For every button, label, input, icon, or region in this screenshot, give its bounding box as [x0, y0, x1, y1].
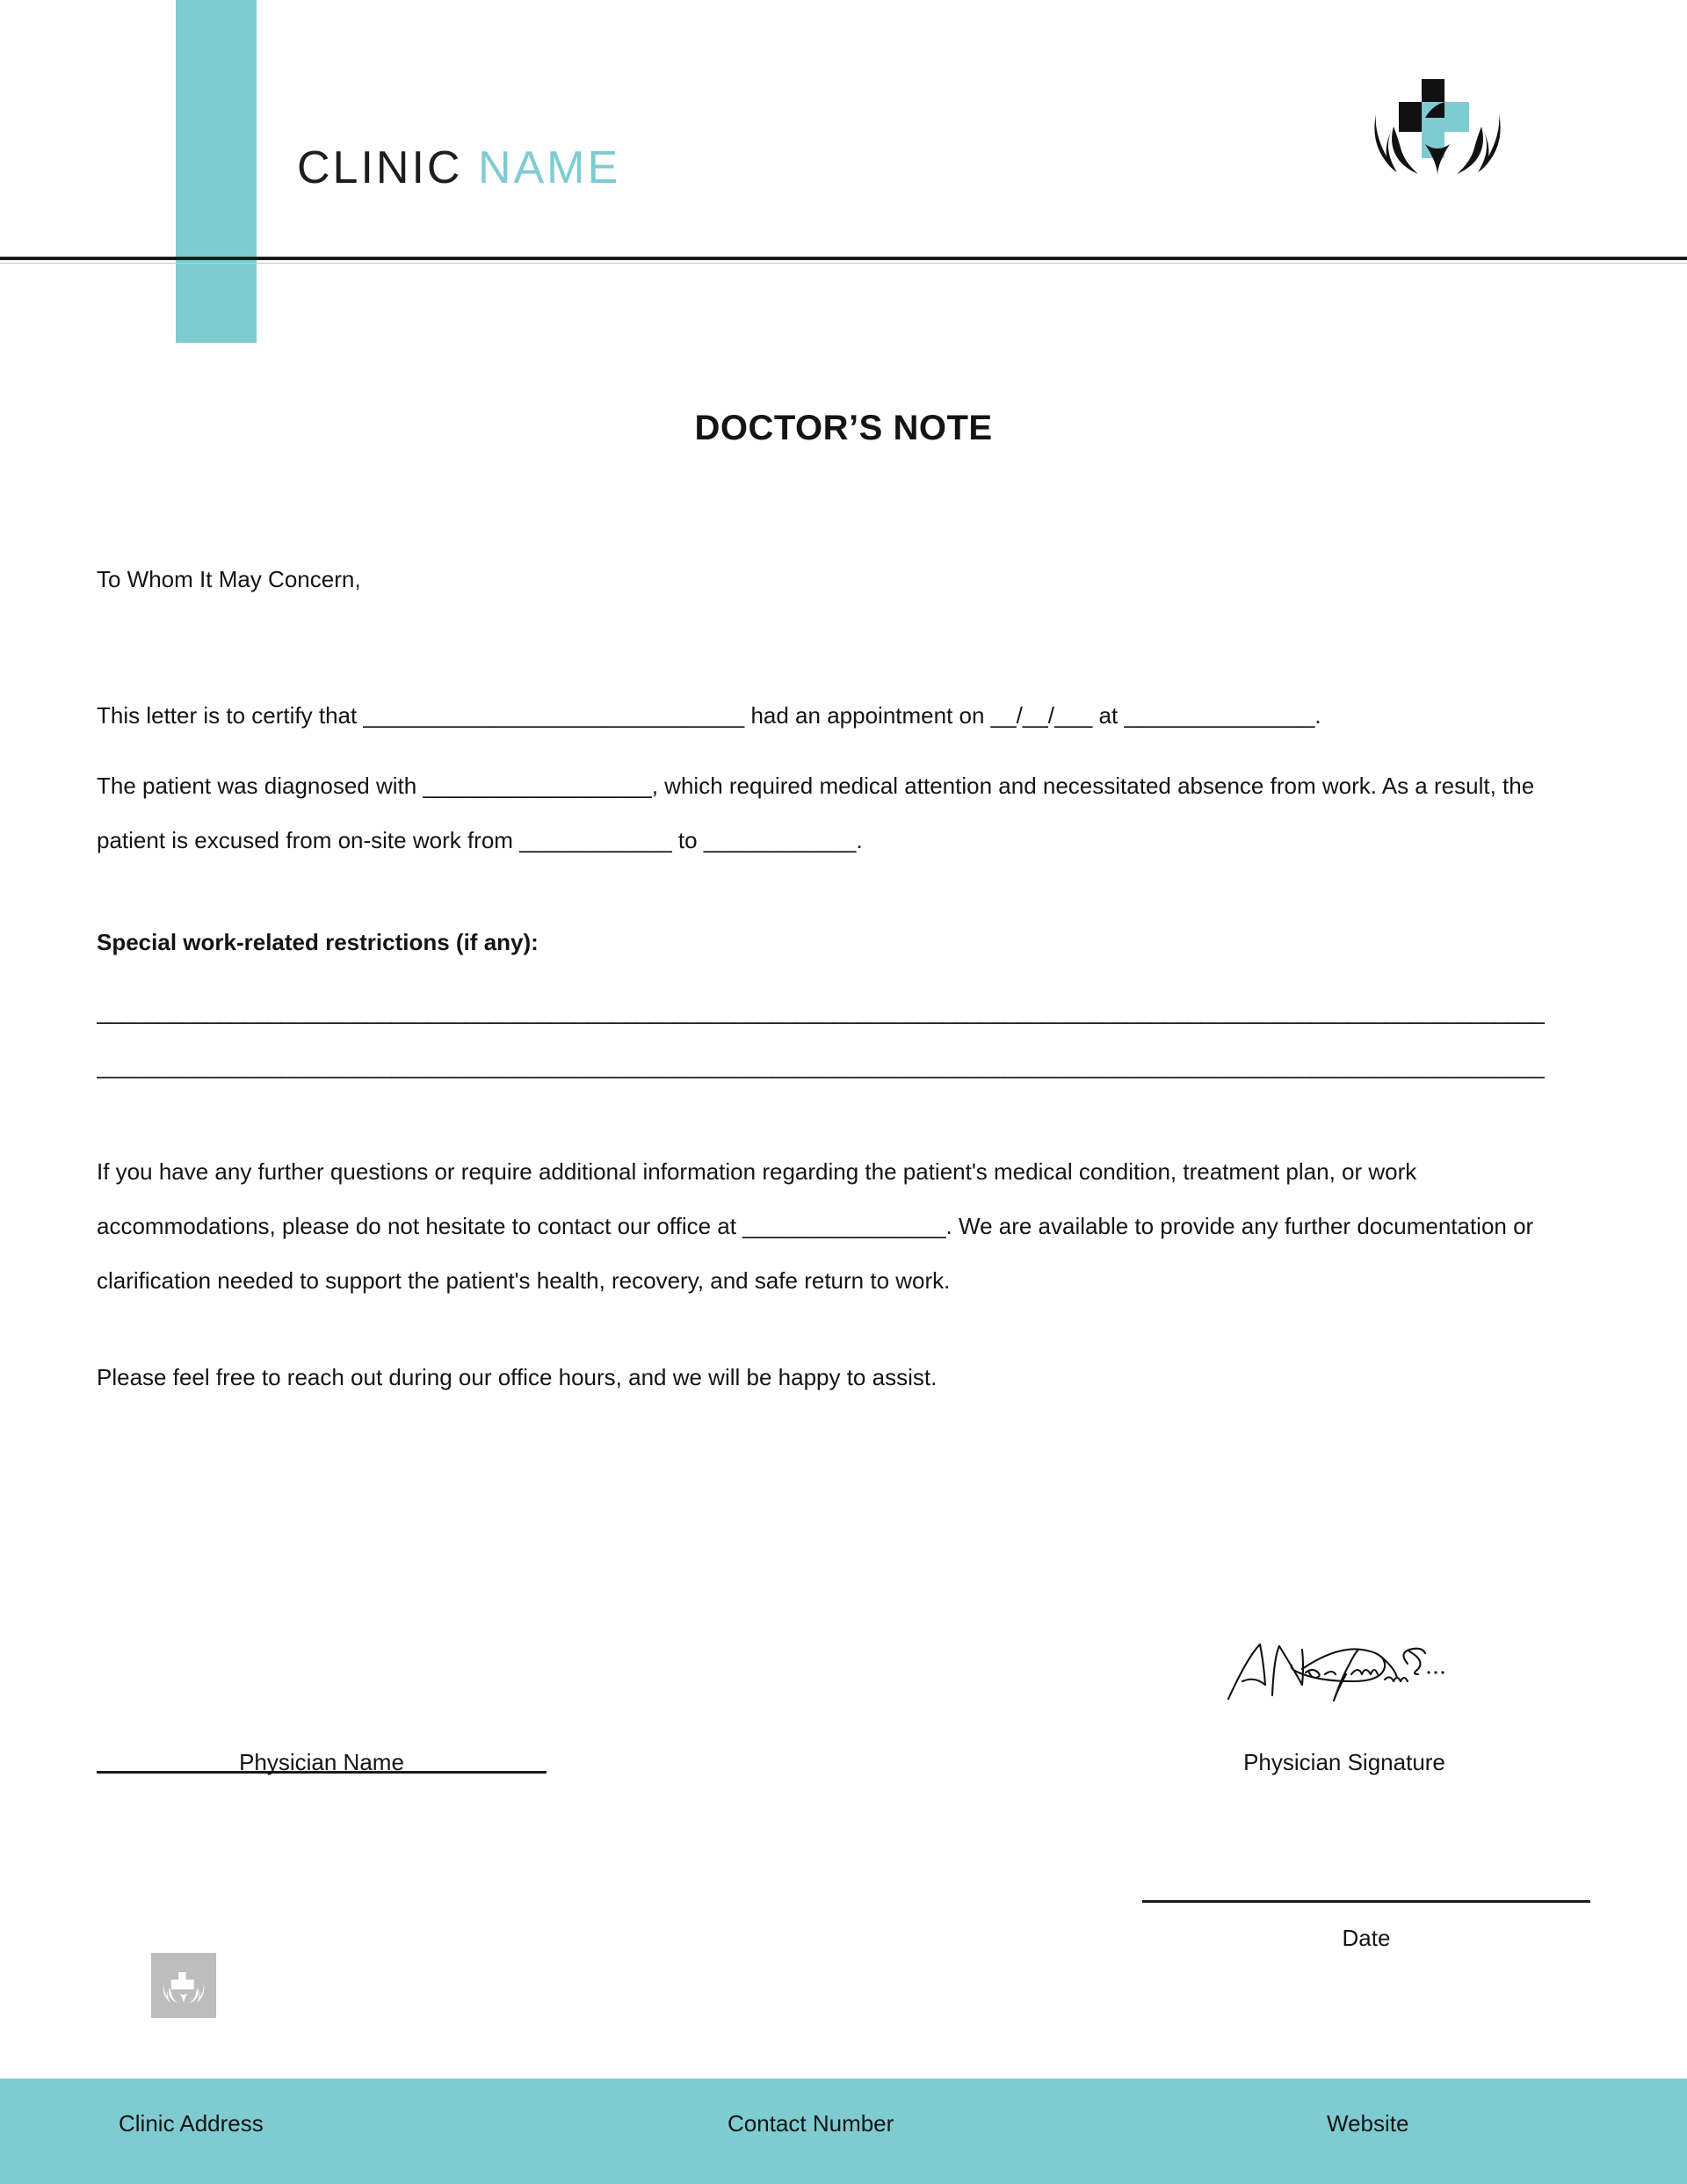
footer-website: Website: [1327, 2110, 1409, 2137]
paragraph-certification: This letter is to certify that ______________________________ had an appointment on __/__/___ at _______________.: [97, 702, 1321, 729]
handwritten-signature-icon: [1221, 1630, 1485, 1709]
page-title: DOCTOR’S NOTE: [694, 409, 993, 447]
restrictions-heading: Special work-related restrictions (if any):: [97, 929, 539, 955]
paragraph-contact: If you have any further questions or require additional information regarding the patient's medical condition, treatment plan, or work accommodations, please do not hesitate to contact our office at ________________. We are available to provide any further documentation or clarification needed to support the patient's health, recovery, and safe return to work.: [97, 1158, 1534, 1294]
header-accent-bar: [176, 0, 257, 343]
page-header: [0, 0, 1687, 264]
document-body: [97, 562, 1590, 1404]
clinic-logo-icon: [1367, 63, 1508, 176]
physician-signature-label: Physician Signature: [1243, 1749, 1445, 1775]
clinic-name-part2: NAME: [477, 142, 621, 193]
paragraph-closing: Please feel free to reach out during our office hours, and we will be happy to assist.: [97, 1364, 938, 1390]
page-footer: [0, 2079, 1687, 2184]
paragraph-diagnosis: The patient was diagnosed with __________________, which required medical attention and necessitated absence from work. As a result, the patient is excused from on-site work from ____________ to ____________.: [97, 773, 1535, 853]
clinic-name: [297, 142, 621, 193]
header-divider: [0, 257, 1687, 260]
salutation: To Whom It May Concern,: [97, 566, 361, 592]
restrictions-blank-line-1[interactable]: ______________________________________________________________________________________________________________________: [97, 998, 1545, 1025]
header-divider-secondary: [0, 263, 1687, 264]
footer-clinic-address: Clinic Address: [119, 2110, 264, 2137]
watermark-logo-icon: [151, 1953, 216, 2018]
clinic-name-part1: CLINIC: [297, 142, 463, 193]
restrictions-blank-line-2[interactable]: ______________________________________________________________________________________________________________________: [97, 1053, 1545, 1079]
footer-contact-number: Contact Number: [728, 2110, 894, 2137]
date-line[interactable]: [1142, 1900, 1590, 1903]
date-label: Date: [1342, 1925, 1391, 1951]
physician-name-label: Physician Name: [239, 1749, 404, 1775]
